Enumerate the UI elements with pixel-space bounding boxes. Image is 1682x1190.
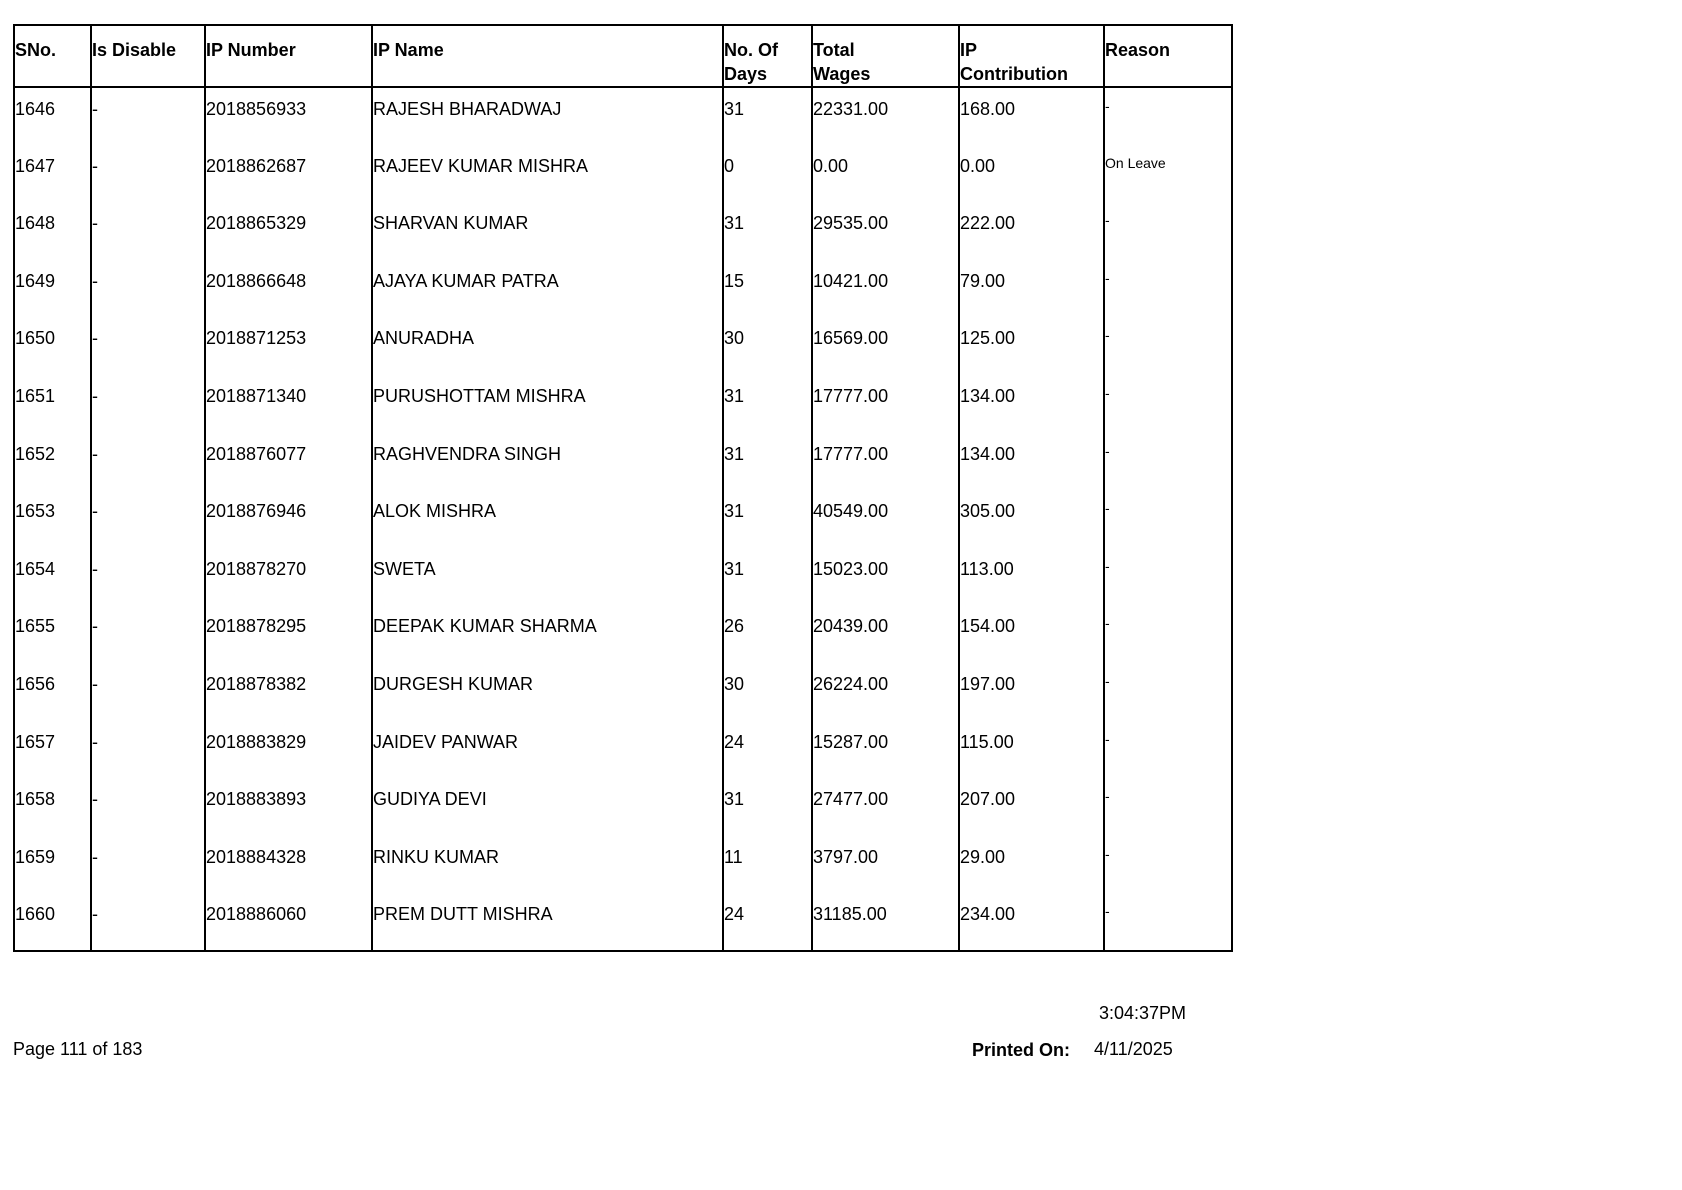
header-total-wages — [812, 25, 959, 87]
cell-no-of-days: 26 — [723, 605, 812, 663]
cell-ip-name: RAJESH BHARADWAJ — [372, 87, 723, 145]
cell-ip-number: 2018871253 — [205, 317, 372, 375]
cell-reason: - — [1104, 490, 1232, 548]
cell-no-of-days: 11 — [723, 836, 812, 894]
table-row — [14, 145, 1232, 203]
cell-sno: 1654 — [15, 558, 56, 579]
cell-sno: 1650 — [15, 328, 56, 349]
printed-time: 3:04:37PM — [1099, 1003, 1187, 1023]
cell-no-of-days: 31 — [723, 548, 812, 606]
cell-is-disable: - — [91, 202, 205, 260]
cell-is-disable: - — [91, 893, 205, 951]
cell-ip-name: DEEPAK KUMAR SHARMA — [372, 605, 723, 663]
table-row — [14, 893, 1232, 951]
cell-sno: 1657 — [15, 731, 56, 752]
header-ip-number: IP Number — [205, 25, 372, 87]
cell-ip-name: PREM DUTT MISHRA — [372, 893, 723, 951]
cell-ip-name: RINKU KUMAR — [372, 836, 723, 894]
table-row — [14, 87, 1232, 145]
cell-sno: 1651 — [15, 385, 56, 406]
contribution-table — [13, 24, 1233, 952]
cell-ip-contribution: 222.00 — [959, 202, 1104, 260]
cell-is-disable: - — [91, 375, 205, 433]
cell-total-wages: 10421.00 — [812, 260, 959, 318]
cell-no-of-days: 0 — [723, 145, 812, 203]
cell-sno: 1656 — [15, 673, 56, 694]
cell-ip-number: 2018876077 — [205, 433, 372, 491]
cell-ip-name: DURGESH KUMAR — [372, 663, 723, 721]
table-row — [14, 663, 1232, 721]
cell-sno: 1655 — [15, 616, 56, 637]
cell-is-disable: - — [91, 490, 205, 548]
cell-total-wages: 40549.00 — [812, 490, 959, 548]
cell-ip-contribution: 197.00 — [959, 663, 1104, 721]
cell-ip-name: JAIDEV PANWAR — [372, 721, 723, 779]
cell-is-disable: - — [91, 145, 205, 203]
cell-ip-number: 2018878270 — [205, 548, 372, 606]
cell-ip-number: 2018871340 — [205, 375, 372, 433]
cell-reason: - — [1104, 893, 1232, 951]
cell-ip-name: ANURADHA — [372, 317, 723, 375]
cell-reason: - — [1104, 433, 1232, 491]
table-row — [14, 375, 1232, 433]
cell-ip-contribution: 113.00 — [959, 548, 1104, 606]
cell-total-wages: 15023.00 — [812, 548, 959, 606]
cell-ip-contribution: 125.00 — [959, 317, 1104, 375]
cell-reason: - — [1104, 605, 1232, 663]
cell-no-of-days: 24 — [723, 893, 812, 951]
cell-no-of-days: 30 — [723, 663, 812, 721]
cell-ip-name: RAJEEV KUMAR MISHRA — [372, 145, 723, 203]
cell-no-of-days: 15 — [723, 260, 812, 318]
cell-no-of-days: 31 — [723, 375, 812, 433]
cell-sno: 1659 — [15, 846, 56, 867]
header-total-wages-line1: Total — [813, 40, 855, 60]
cell-ip-name: AJAYA KUMAR PATRA — [372, 260, 723, 318]
cell-ip-number: 2018884328 — [205, 836, 372, 894]
cell-ip-name: SWETA — [372, 548, 723, 606]
cell-ip-number: 2018876946 — [205, 490, 372, 548]
cell-ip-contribution: 79.00 — [959, 260, 1104, 318]
cell-reason: - — [1104, 202, 1232, 260]
cell-ip-number: 2018883893 — [205, 778, 372, 836]
cell-total-wages: 22331.00 — [812, 87, 959, 145]
cell-sno: 1652 — [15, 443, 56, 464]
cell-sno: 1653 — [15, 501, 56, 522]
cell-ip-number: 2018856933 — [205, 87, 372, 145]
header-reason: Reason — [1104, 25, 1232, 87]
table-row — [14, 202, 1232, 260]
cell-ip-contribution: 207.00 — [959, 778, 1104, 836]
table-row — [14, 548, 1232, 606]
cell-reason: - — [1104, 836, 1232, 894]
cell-total-wages: 17777.00 — [812, 375, 959, 433]
cell-ip-name: PURUSHOTTAM MISHRA — [372, 375, 723, 433]
table-header-row — [14, 25, 1232, 87]
cell-ip-name: ALOK MISHRA — [372, 490, 723, 548]
header-ip-contribution-line2: Contribution — [960, 64, 1068, 84]
cell-ip-number: 2018865329 — [205, 202, 372, 260]
header-sno: SNo. — [14, 25, 91, 87]
cell-total-wages: 3797.00 — [812, 836, 959, 894]
cell-sno: 1647 — [15, 155, 56, 176]
cell-no-of-days: 24 — [723, 721, 812, 779]
cell-ip-number: 2018866648 — [205, 260, 372, 318]
table-row — [14, 490, 1232, 548]
cell-ip-number: 2018883829 — [205, 721, 372, 779]
cell-no-of-days: 31 — [723, 778, 812, 836]
cell-is-disable: - — [91, 605, 205, 663]
header-no-of-days — [723, 25, 812, 87]
cell-sno: 1646 — [15, 99, 56, 119]
cell-ip-contribution: 168.00 — [959, 87, 1104, 145]
table-row — [14, 605, 1232, 663]
cell-total-wages: 29535.00 — [812, 202, 959, 260]
cell-no-of-days: 31 — [723, 433, 812, 491]
cell-ip-name: GUDIYA DEVI — [372, 778, 723, 836]
header-ip-name: IP Name — [372, 25, 723, 87]
cell-is-disable: - — [91, 317, 205, 375]
cell-ip-contribution: 29.00 — [959, 836, 1104, 894]
cell-reason: - — [1104, 548, 1232, 606]
cell-is-disable: - — [91, 663, 205, 721]
header-no-of-days-line2: Days — [724, 64, 768, 84]
cell-ip-contribution: 234.00 — [959, 893, 1104, 951]
cell-total-wages: 15287.00 — [812, 721, 959, 779]
table-row — [14, 317, 1232, 375]
table-row — [14, 836, 1232, 894]
cell-ip-number: 2018862687 — [205, 145, 372, 203]
cell-is-disable: - — [91, 721, 205, 779]
cell-total-wages: 0.00 — [812, 145, 959, 203]
cell-reason: - — [1104, 260, 1232, 318]
header-ip-contribution — [959, 25, 1104, 87]
cell-sno: 1648 — [15, 213, 56, 234]
cell-is-disable: - — [91, 548, 205, 606]
printed-on-label: Printed On: — [972, 1040, 1070, 1060]
cell-sno: 1660 — [15, 904, 56, 925]
cell-no-of-days: 30 — [723, 317, 812, 375]
cell-reason: On Leave — [1104, 145, 1232, 203]
cell-reason: - — [1104, 663, 1232, 721]
table-row — [14, 778, 1232, 836]
table-row — [14, 721, 1232, 779]
cell-reason: - — [1104, 87, 1232, 145]
cell-ip-number: 2018878382 — [205, 663, 372, 721]
header-ip-contribution-line1: IP — [960, 40, 978, 60]
page-number: Page 111 of 183 — [13, 1039, 143, 1059]
cell-is-disable: - — [91, 778, 205, 836]
header-no-of-days-line1: No. Of — [724, 40, 778, 60]
cell-ip-contribution: 305.00 — [959, 490, 1104, 548]
table-body — [14, 87, 1232, 951]
cell-ip-contribution: 134.00 — [959, 375, 1104, 433]
header-total-wages-line2: Wages — [813, 64, 871, 84]
cell-total-wages: 20439.00 — [812, 605, 959, 663]
cell-sno: 1658 — [15, 789, 56, 810]
cell-total-wages: 16569.00 — [812, 317, 959, 375]
cell-ip-number: 2018878295 — [205, 605, 372, 663]
cell-is-disable: - — [91, 87, 205, 145]
table-row — [14, 260, 1232, 318]
cell-ip-name: SHARVAN KUMAR — [372, 202, 723, 260]
printed-date: 4/11/2025 — [1094, 1039, 1173, 1059]
cell-ip-contribution: 154.00 — [959, 605, 1104, 663]
cell-sno: 1649 — [15, 270, 56, 291]
cell-is-disable: - — [91, 260, 205, 318]
cell-total-wages: 26224.00 — [812, 663, 959, 721]
cell-no-of-days: 31 — [723, 202, 812, 260]
cell-reason: - — [1104, 375, 1232, 433]
cell-ip-contribution: 0.00 — [959, 145, 1104, 203]
cell-ip-contribution: 134.00 — [959, 433, 1104, 491]
table-row — [14, 433, 1232, 491]
cell-total-wages: 31185.00 — [812, 893, 959, 951]
cell-total-wages: 27477.00 — [812, 778, 959, 836]
cell-reason: - — [1104, 778, 1232, 836]
cell-total-wages: 17777.00 — [812, 433, 959, 491]
cell-ip-number: 2018886060 — [205, 893, 372, 951]
cell-is-disable: - — [91, 836, 205, 894]
cell-reason: - — [1104, 721, 1232, 779]
cell-ip-name: RAGHVENDRA SINGH — [372, 433, 723, 491]
header-is-disable: Is Disable — [91, 25, 205, 87]
cell-no-of-days: 31 — [723, 87, 812, 145]
cell-ip-contribution: 115.00 — [959, 721, 1104, 779]
cell-reason: - — [1104, 317, 1232, 375]
cell-is-disable: - — [91, 433, 205, 491]
cell-no-of-days: 31 — [723, 490, 812, 548]
